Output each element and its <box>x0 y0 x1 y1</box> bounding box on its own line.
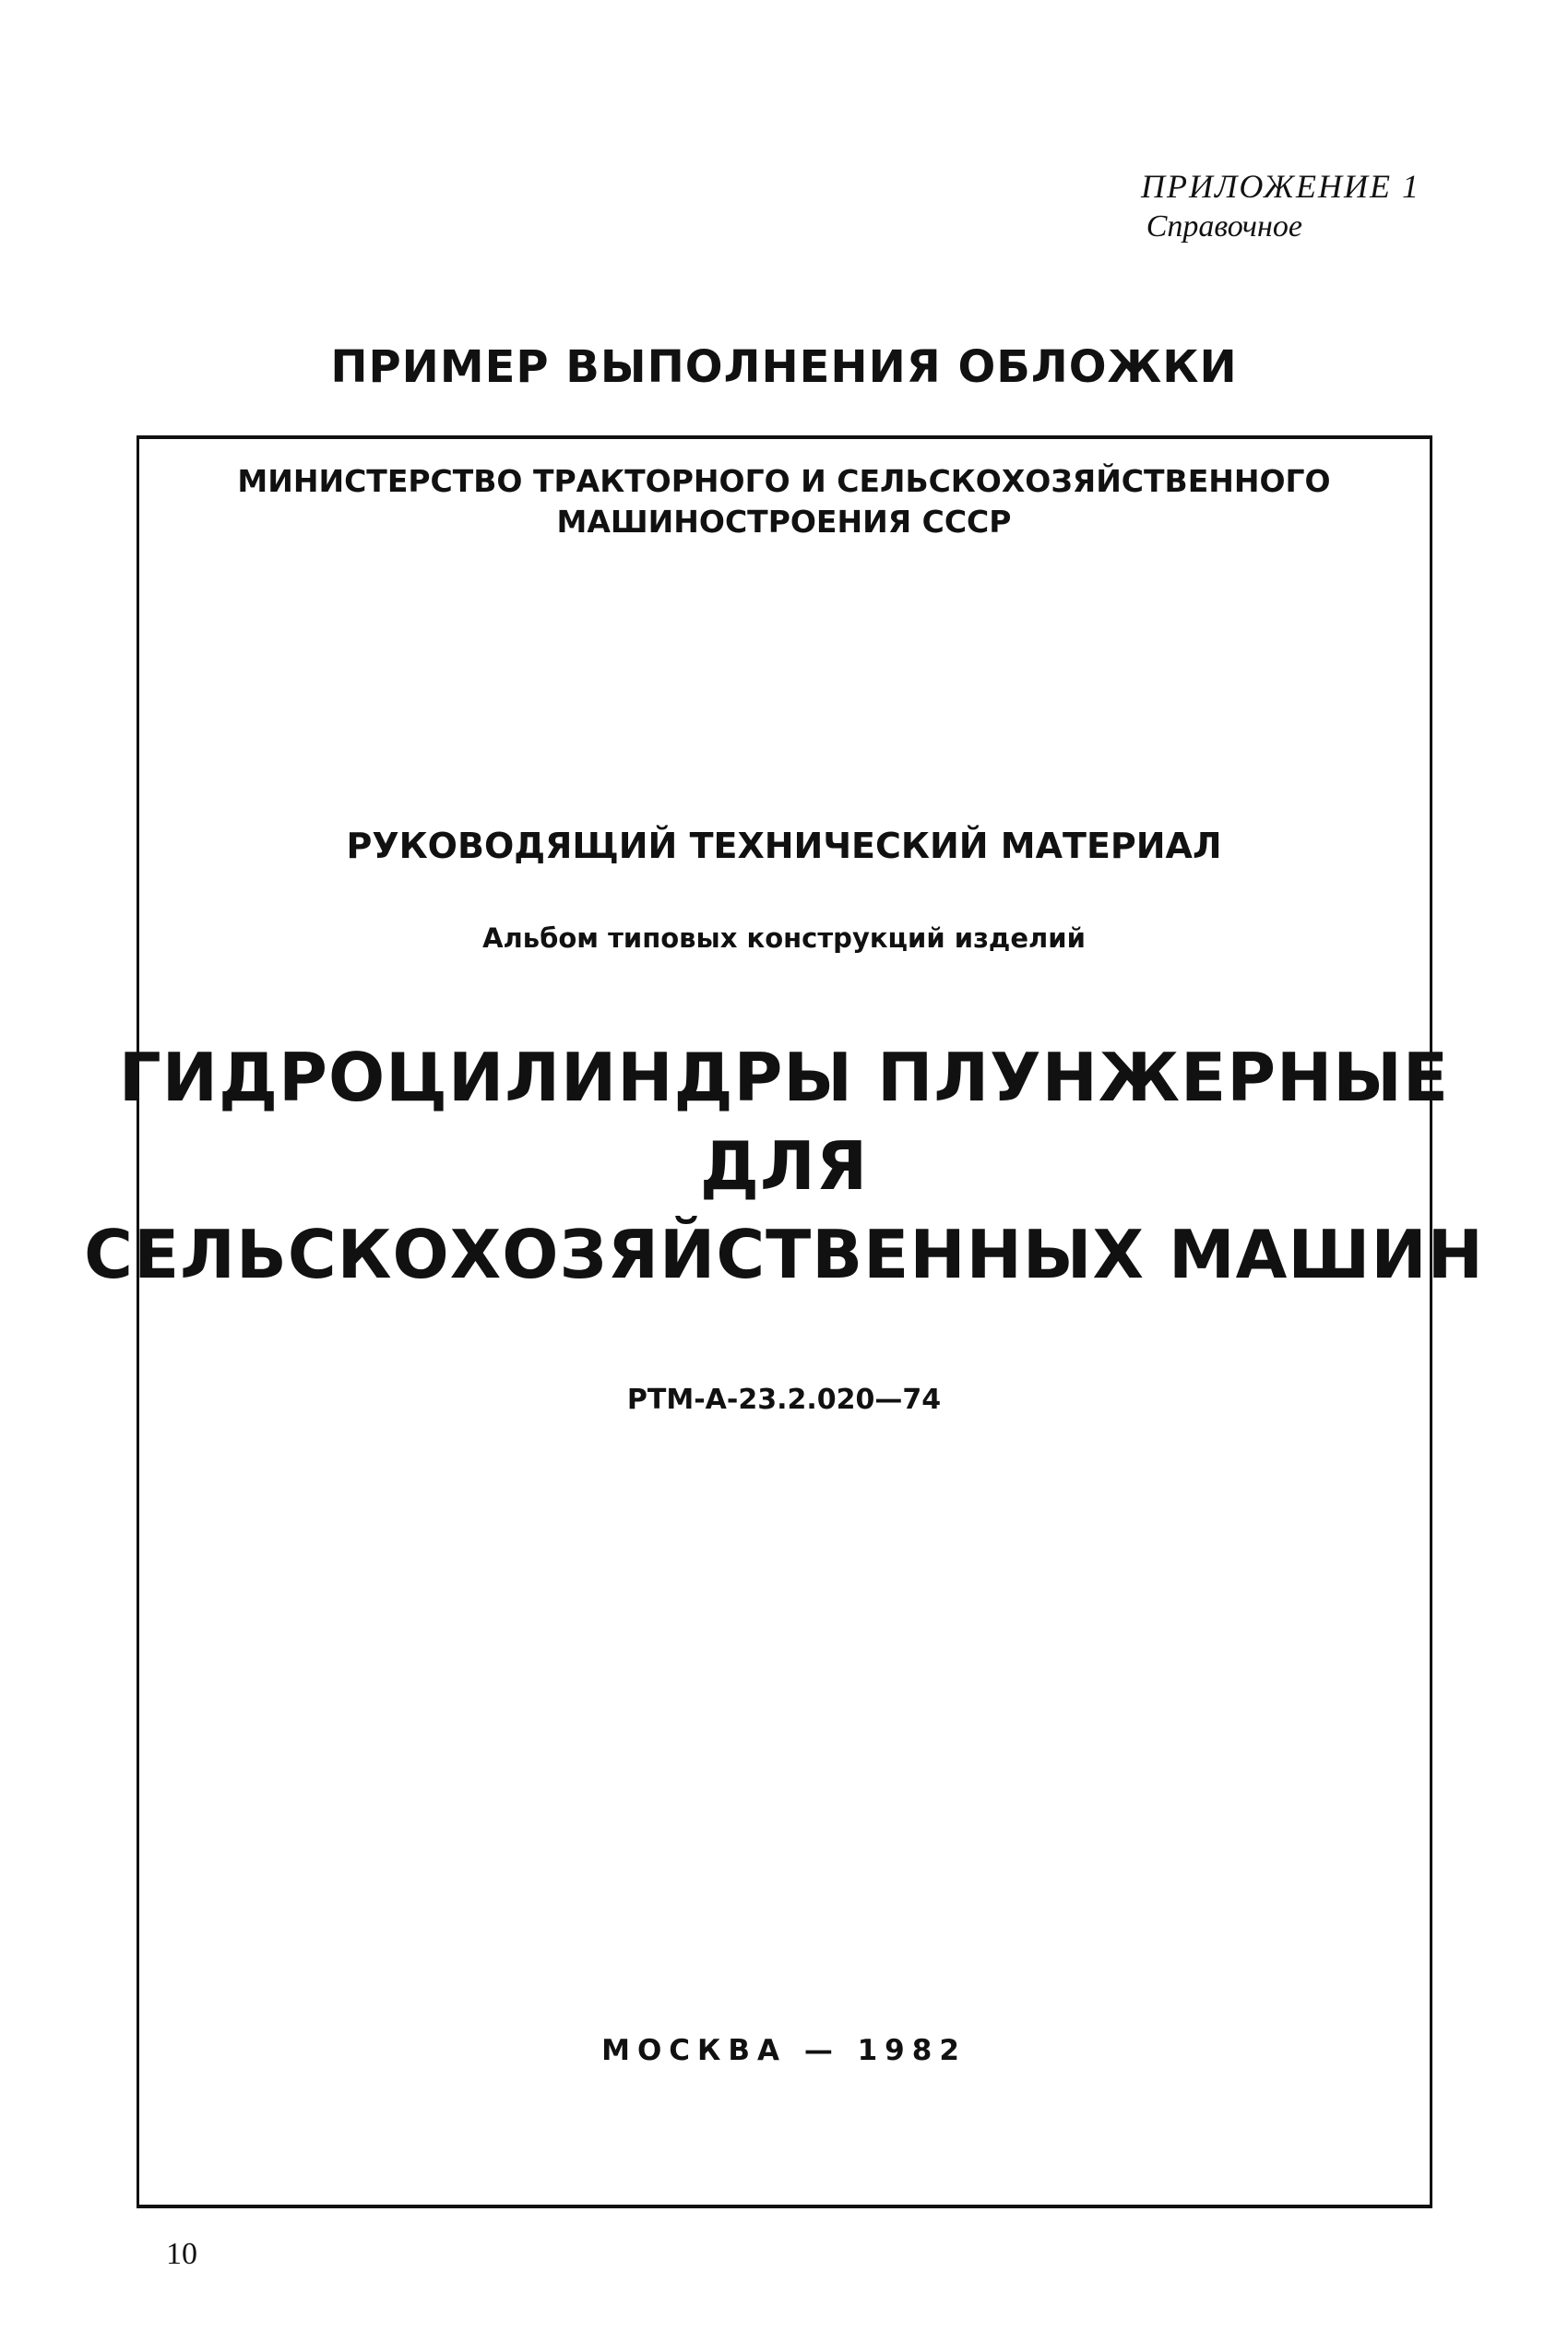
product-title-line-3: СЕЛЬСКОХОЗЯЙСТВЕННЫХ МАШИН <box>84 1216 1484 1293</box>
page-heading: ПРИМЕР ВЫПОЛНЕНИЯ ОБЛОЖКИ <box>330 341 1238 393</box>
page-number: 10 <box>166 2237 197 2271</box>
product-title-line-2: ДЛЯ <box>699 1127 869 1205</box>
ministry-name <box>0 461 1568 542</box>
cover-frame <box>137 435 1432 2208</box>
appendix-title: ПРИЛОЖЕНИЕ 1 <box>1141 168 1420 205</box>
product-title-line-1: ГИДРОЦИЛИНДРЫ ПЛУНЖЕРНЫЕ <box>118 1039 1450 1116</box>
appendix-label <box>1141 166 1420 247</box>
document-code: РТМ-А-23.2.020—74 <box>626 1384 942 1416</box>
album-subtitle: Альбом типовых конструкций изделий <box>482 922 1086 954</box>
document-type: РУКОВОДЯЩИЙ ТЕХНИЧЕСКИЙ МАТЕРИАЛ <box>346 826 1222 866</box>
ministry-line-2: МАШИНОСТРОЕНИЯ СССР <box>556 504 1012 540</box>
product-title <box>0 1033 1568 1299</box>
ministry-line-1: МИНИСТЕРСТВО ТРАКТОРНОГО И СЕЛЬСКОХОЗЯЙСТВЕННОГО <box>237 463 1331 499</box>
city-year: МОСКВА — 1982 <box>601 2034 967 2067</box>
appendix-subtitle: Справочное <box>1146 209 1302 244</box>
